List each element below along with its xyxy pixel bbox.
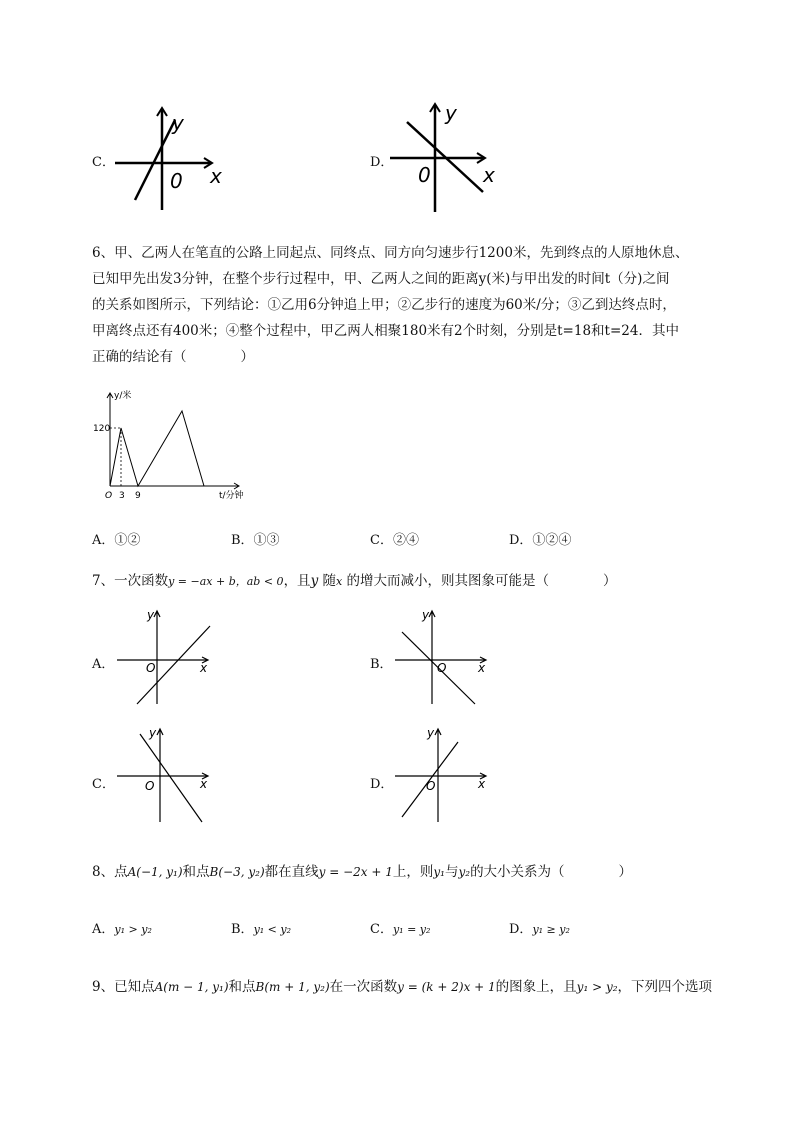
q6-tick-3: 3 xyxy=(119,491,125,501)
q6-line-1: 6、甲、乙两人在笔直的公路上同起点、同终点、同方向匀速步行1200米，先到终点的人原地休息、 xyxy=(92,245,689,261)
q6-tick-9: 9 xyxy=(135,491,141,501)
q8-option-d-label: D． xyxy=(509,922,533,937)
q8-point-b: B(−3, y₂) xyxy=(209,865,265,879)
q9-condition: y₁ > y₂ xyxy=(576,980,618,994)
q7d-x-label: x xyxy=(478,777,486,791)
q7-stem xyxy=(92,569,617,589)
q6-line-4: 甲离终点还有400米；④整个过程中，甲乙两人相聚180米有2个时刻，分别是t=18和t=24．其中 xyxy=(92,323,679,339)
q8-option-c xyxy=(370,918,430,937)
q8-option-c-label: C． xyxy=(370,922,393,937)
q7-option-a-label: A． xyxy=(92,657,115,672)
q7b-y-label: y xyxy=(422,608,430,622)
q8-option-d xyxy=(509,918,570,937)
q7-graph-a xyxy=(112,604,222,709)
q5c-origin: 0 xyxy=(170,169,183,193)
q6-line-2: 已知甲先出发3分钟，在整个步行过程中，甲、乙两人之间的距离y(米)与甲出发的时间t（分)之间 xyxy=(92,271,670,287)
q5c-x-label: x xyxy=(210,164,222,188)
q7-graph-b xyxy=(390,604,500,709)
q6-line-3: 的关系如图所示，下列结论：①乙用6分钟追上甲；②乙步行的速度为60米/分；③乙到达终点时， xyxy=(92,297,676,313)
q8-option-a-label: A． xyxy=(92,922,115,937)
q9-stem-suffix: ，下列四个选项 xyxy=(617,979,713,995)
q6-distance-time-graph xyxy=(88,382,268,504)
q8-stem-suffix: 的大小关系为（ ） xyxy=(470,864,633,880)
q7-stem-mid1: ，且 xyxy=(283,573,311,589)
q7c-y-label: y xyxy=(149,726,157,740)
q8-stem xyxy=(92,860,632,880)
q8-stem-mid1: 和点 xyxy=(182,864,210,880)
q5d-x-label: x xyxy=(483,163,495,187)
q7a-y-label: y xyxy=(147,608,155,622)
q5-option-c-label: C． xyxy=(92,155,115,170)
q8-option-a-expr: y₁ > y₂ xyxy=(114,923,152,936)
q7-option-d-label: D． xyxy=(370,777,394,792)
q7a-origin: O xyxy=(146,661,156,675)
q8-stem-mid2: 都在直线 xyxy=(264,864,319,880)
q5-option-d-label: D． xyxy=(370,155,394,170)
q8-stem-mid4: 与 xyxy=(444,864,459,880)
q5c-function-line xyxy=(135,120,175,200)
q7c-x-label: x xyxy=(200,777,208,791)
q7-stem-prefix: 7、一次函数 xyxy=(92,573,169,589)
q8-stem-prefix: 8、点 xyxy=(92,864,128,880)
q7-graph-c xyxy=(112,722,222,827)
q9-function: y = (k + 2)x + 1 xyxy=(397,980,496,994)
q6-option-a: A．①② xyxy=(92,533,141,548)
q5-graph-d xyxy=(385,100,515,218)
q7-var-x: x xyxy=(336,575,343,588)
q7-stem-suffix: 的增大而减小，则其图象可能是（ ） xyxy=(342,573,617,589)
q7-graph-d xyxy=(390,722,500,827)
q6-stem xyxy=(92,240,742,370)
q7d-y-label: y xyxy=(427,726,435,740)
q6-option-b: B．①③ xyxy=(231,533,280,548)
q9-point-b: B(m + 1, y₂) xyxy=(255,980,330,994)
q6-y-label: y/米 xyxy=(114,391,132,401)
q7a-x-label: x xyxy=(200,661,208,675)
q7b-origin: O xyxy=(437,661,447,675)
q9-point-a: A(m − 1, y₁) xyxy=(154,980,229,994)
q7-option-c-label: C． xyxy=(92,777,115,792)
q8-option-b-label: B． xyxy=(231,922,254,937)
q6-option-c: C．②④ xyxy=(370,533,419,548)
q8-y2: y₂ xyxy=(458,865,471,879)
q7-stem-mid2: 随 xyxy=(318,573,336,589)
q5d-y-label: y xyxy=(445,101,457,125)
q8-option-b-expr: y₁ < y₂ xyxy=(253,923,292,936)
q6-option-d: D．①②④ xyxy=(509,533,572,548)
q8-y1: y₁ xyxy=(433,865,445,879)
q7-equation: y = −ax + b xyxy=(168,575,236,588)
q6-origin: O xyxy=(105,491,113,501)
q8-option-c-expr: y₁ = y₂ xyxy=(392,923,431,936)
q7d-origin: O xyxy=(426,779,436,793)
q6-line-5: 正确的结论有（ ） xyxy=(92,349,254,365)
q7-var-y: y xyxy=(310,573,319,589)
q5-graph-c xyxy=(110,100,240,215)
q6-graph-line xyxy=(110,411,204,486)
q9-stem xyxy=(92,975,712,995)
q6-x-label: t/分钟 xyxy=(219,491,244,501)
q8-point-a: A(−1, y₁) xyxy=(127,865,183,879)
q9-stem-prefix: 9、已知点 xyxy=(92,979,155,995)
q9-stem-mid2: 在一次函数 xyxy=(329,979,398,995)
q7-option-b-label: B． xyxy=(370,657,393,672)
q7c-function-line xyxy=(140,734,202,822)
q9-stem-mid1: 和点 xyxy=(228,979,256,995)
q9-stem-mid3: 的图象上，且 xyxy=(495,979,577,995)
q5c-y-label: y xyxy=(172,111,184,135)
q8-option-d-expr: y₁ ≥ y₂ xyxy=(532,923,570,936)
q7-condition: ，ab < 0 xyxy=(235,575,284,588)
q6-tick-120: 120 xyxy=(93,424,111,434)
q8-option-a xyxy=(92,918,152,937)
q8-option-b xyxy=(231,918,291,937)
q8-stem-mid3: 上，则 xyxy=(392,864,434,880)
q5d-origin: 0 xyxy=(418,163,431,187)
q7c-origin: O xyxy=(145,779,155,793)
q7b-x-label: x xyxy=(478,661,486,675)
q8-line-equation: y = −2x + 1 xyxy=(318,865,393,879)
